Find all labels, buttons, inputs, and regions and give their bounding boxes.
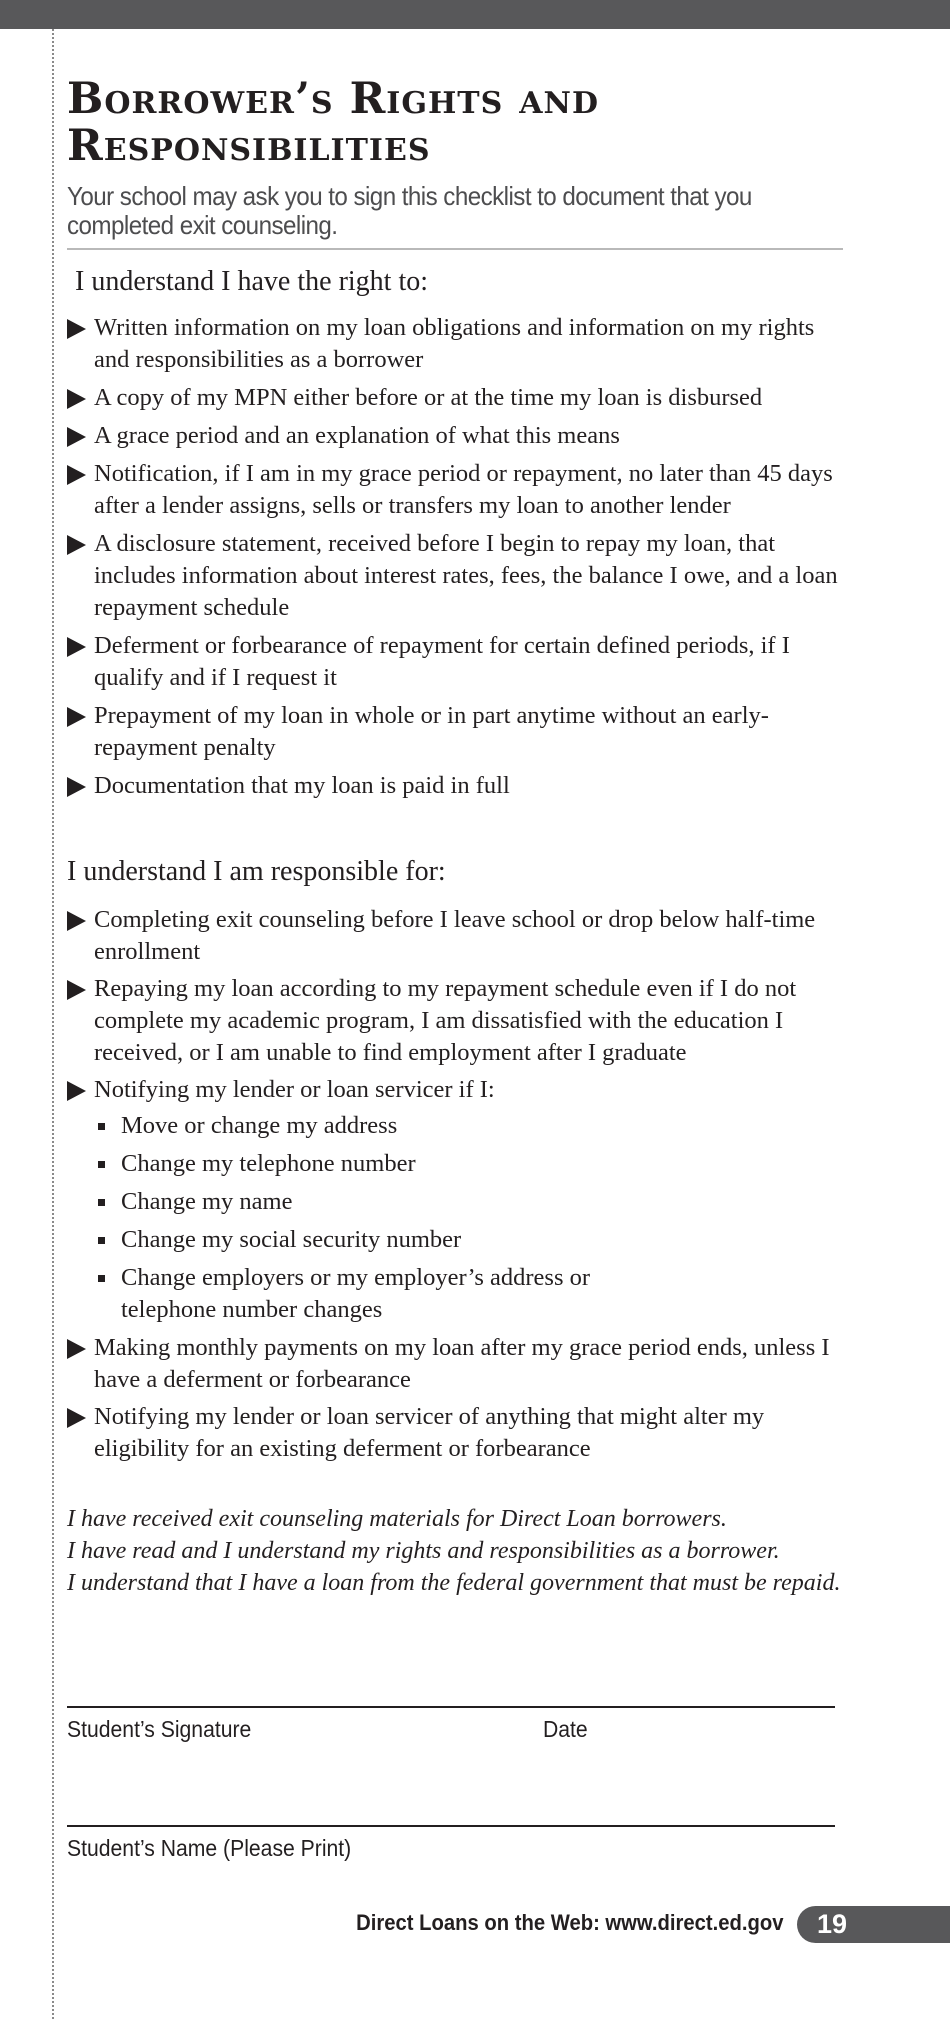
triangle-bullet-icon bbox=[67, 427, 86, 447]
sublist-item-text: Change employers or my employer’s address or telephone number changes bbox=[121, 1264, 591, 1323]
list-item bbox=[67, 904, 845, 968]
list-item-text: Written information on my loan obligations and information on my rights and responsibilities as a borrower bbox=[94, 314, 815, 373]
list-item-text: Deferment or forbearance of repayment for certain defined periods, if I qualify and if I request it bbox=[94, 632, 790, 691]
page-number: 19 bbox=[817, 1909, 848, 1939]
sublist-item bbox=[94, 1224, 845, 1256]
name-block bbox=[67, 1825, 835, 1862]
list-item-text: Completing exit counseling before I leave school or drop below half-time enrollment bbox=[94, 906, 816, 965]
responsibilities-list bbox=[67, 904, 845, 1465]
rights-list bbox=[67, 312, 845, 802]
list-item bbox=[67, 420, 845, 452]
triangle-bullet-icon bbox=[67, 980, 86, 1000]
triangle-bullet-icon bbox=[67, 535, 86, 555]
square-bullet-icon bbox=[98, 1237, 105, 1244]
page-number-tab bbox=[797, 1906, 950, 1943]
list-item-text: Repaying my loan according to my repayment schedule even if I do not complete my academic program, I am dissatisfied with the education I received, or I am unable to find employment after I graduate bbox=[94, 975, 797, 1066]
list-item-text: A disclosure statement, received before I begin to repay my loan, that includes information about interest rates, fees, the balance I owe, and a loan repayment schedule bbox=[94, 530, 838, 621]
signature-block bbox=[67, 1706, 835, 1743]
responsibilities-heading: I understand I am responsible for: bbox=[67, 856, 446, 887]
list-item bbox=[67, 1401, 845, 1465]
acknowledgement-statement bbox=[67, 1503, 845, 1599]
binding-guide-line bbox=[52, 29, 54, 2019]
notify-sublist bbox=[94, 1110, 845, 1326]
title-divider bbox=[67, 248, 843, 250]
triangle-bullet-icon bbox=[67, 319, 86, 339]
square-bullet-icon bbox=[98, 1123, 105, 1130]
sublist-item bbox=[94, 1186, 845, 1218]
document-body bbox=[67, 76, 845, 1599]
acknowledgement-line: I have read and I understand my rights and responsibilities as a borrower. bbox=[67, 1538, 780, 1564]
triangle-bullet-icon bbox=[67, 637, 86, 657]
list-item bbox=[67, 382, 845, 414]
list-item bbox=[67, 630, 845, 694]
signature-label: Student’s Signature bbox=[67, 1716, 252, 1742]
list-item-text: Notifying my lender or loan servicer if I: bbox=[94, 1076, 495, 1103]
list-item-text: Notification, if I am in my grace period or repayment, no later than 45 days after a lender assigns, sells or transfers my loan to another lender bbox=[94, 460, 833, 519]
list-item-text: A grace period and an explanation of what this means bbox=[94, 422, 620, 449]
list-item bbox=[67, 312, 845, 376]
date-label: Date bbox=[543, 1716, 588, 1742]
list-item bbox=[67, 973, 845, 1069]
triangle-bullet-icon bbox=[67, 911, 86, 931]
list-item bbox=[67, 770, 845, 802]
sublist-item-text: Change my name bbox=[121, 1188, 293, 1215]
list-item-text: Documentation that my loan is paid in full bbox=[94, 772, 510, 799]
list-item-text: Making monthly payments on my loan after my grace period ends, unless I have a deferment or forbearance bbox=[94, 1334, 830, 1393]
page-subtitle: Your school may ask you to sign this checklist to document that you completed exit counseling. bbox=[67, 181, 752, 240]
square-bullet-icon bbox=[98, 1275, 105, 1282]
sublist-item-text: Change my social security number bbox=[121, 1226, 462, 1253]
sublist-item-text: Move or change my address bbox=[121, 1112, 398, 1139]
footer-website: Direct Loans on the Web: www.direct.ed.gov bbox=[356, 1910, 784, 1935]
top-bar bbox=[0, 0, 950, 29]
list-item-text: A copy of my MPN either before or at the time my loan is disbursed bbox=[94, 384, 763, 411]
triangle-bullet-icon bbox=[67, 707, 86, 727]
acknowledgement-line: I understand that I have a loan from the federal government that must be repaid. bbox=[67, 1570, 841, 1596]
triangle-bullet-icon bbox=[67, 1408, 86, 1428]
list-item bbox=[67, 458, 845, 522]
square-bullet-icon bbox=[98, 1161, 105, 1168]
name-label: Student’s Name (Please Print) bbox=[67, 1835, 352, 1861]
list-item bbox=[67, 528, 845, 624]
sublist-item bbox=[94, 1110, 845, 1142]
name-line[interactable] bbox=[67, 1825, 835, 1827]
sublist-item-text: Change my telephone number bbox=[121, 1150, 416, 1177]
list-item bbox=[67, 700, 845, 764]
triangle-bullet-icon bbox=[67, 1081, 86, 1101]
signature-line[interactable] bbox=[67, 1706, 835, 1708]
list-item-text: Prepayment of my loan in whole or in part anytime without an early-repayment penalty bbox=[94, 702, 769, 761]
triangle-bullet-icon bbox=[67, 1339, 86, 1359]
acknowledgement-line: I have received exit counseling materials for Direct Loan borrowers. bbox=[67, 1506, 727, 1532]
list-item bbox=[67, 1332, 845, 1396]
sublist-item bbox=[94, 1148, 845, 1180]
triangle-bullet-icon bbox=[67, 777, 86, 797]
triangle-bullet-icon bbox=[67, 389, 86, 409]
rights-heading: I understand I have the right to: bbox=[75, 266, 429, 297]
list-item bbox=[67, 1074, 845, 1326]
square-bullet-icon bbox=[98, 1199, 105, 1206]
list-item-text: Notifying my lender or loan servicer of anything that might alter my eligibility for an existing deferment or forbearance bbox=[94, 1403, 765, 1462]
triangle-bullet-icon bbox=[67, 465, 86, 485]
sublist-item bbox=[94, 1262, 621, 1326]
page-title: Borrower’s Rights and Responsibilities bbox=[67, 74, 599, 171]
